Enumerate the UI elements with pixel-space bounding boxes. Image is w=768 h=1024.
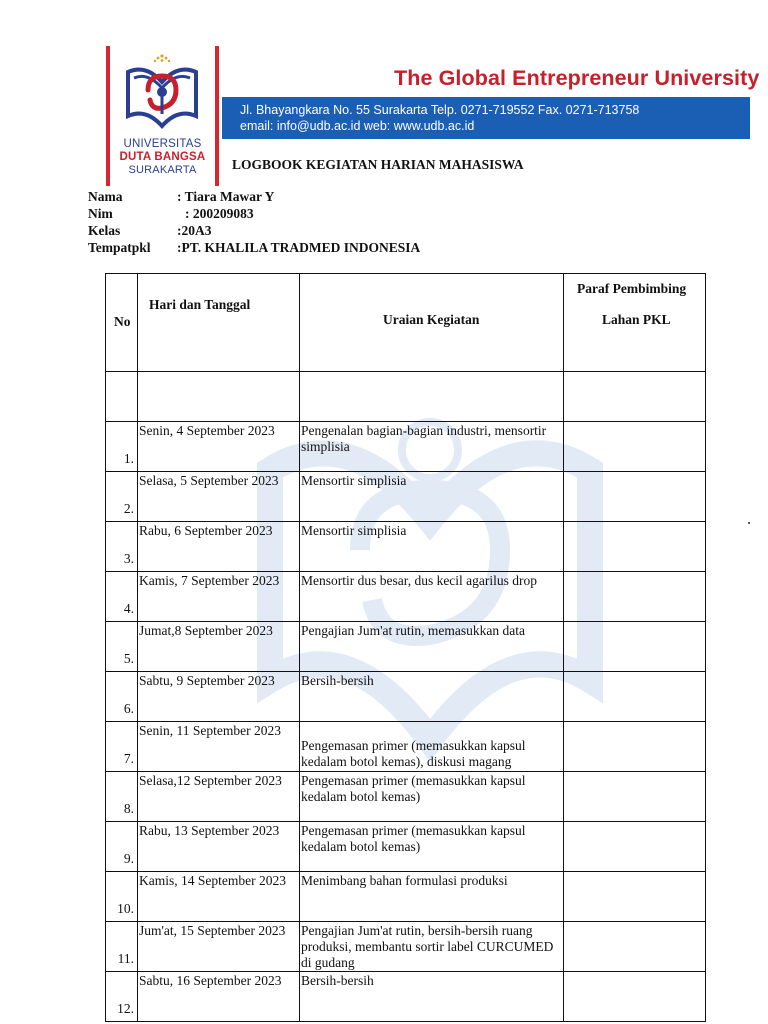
cell-no	[106, 572, 138, 622]
table-row	[106, 672, 706, 722]
cell-no	[106, 472, 138, 522]
row-number: 11.	[117, 951, 134, 966]
field-value-tempatpkl: :PT. KHALILA TRADMED INDONESIA	[177, 240, 421, 255]
cell-activity	[300, 672, 564, 722]
cell-date	[138, 922, 300, 972]
row-activity: Pengemasan primer (memasukkan kapsul kedalam botol kemas), diskusi magang	[301, 738, 526, 769]
field-label-nim: Nim	[88, 206, 113, 221]
row-date: Selasa, 5 September 2023	[139, 473, 279, 488]
header-paraf	[564, 274, 706, 372]
cell-activity	[300, 422, 564, 472]
table-row	[106, 922, 706, 972]
row-number: 5.	[123, 651, 134, 666]
table-row	[106, 772, 706, 822]
row-activity: Mensortir dus besar, dus kecil agarilus drop	[301, 573, 538, 588]
row-number: 7.	[123, 751, 134, 766]
table-row	[106, 972, 706, 1022]
row-date: Kamis, 7 September 2023	[139, 573, 280, 588]
brand-title: The Global Entrepreneur University	[394, 66, 760, 90]
row-activity: Mensortir simplisia	[301, 523, 407, 538]
row-activity: Pengenalan bagian-bagian industri, mensortir simplisia	[301, 423, 547, 454]
cell-activity	[300, 822, 564, 872]
cell-paraf[interactable]	[564, 972, 706, 1022]
cell-paraf[interactable]	[564, 672, 706, 722]
scan-speck	[748, 522, 750, 524]
row-date: Selasa,12 September 2023	[139, 773, 282, 788]
table-row	[106, 722, 706, 772]
header-no-label: No	[114, 314, 131, 329]
header-no	[106, 274, 138, 372]
cell-no	[106, 922, 138, 972]
cell-paraf[interactable]	[564, 572, 706, 622]
row-activity: Mensortir simplisia	[301, 473, 407, 488]
table-row	[106, 572, 706, 622]
cell-paraf[interactable]	[564, 522, 706, 572]
cell-no	[106, 672, 138, 722]
row-activity: Menimbang bahan formulasi produksi	[301, 873, 508, 888]
cell-no	[106, 622, 138, 672]
row-number: 3.	[123, 551, 134, 566]
cell-no	[106, 522, 138, 572]
cell-activity	[300, 722, 564, 772]
field-value-kelas: :20A3	[177, 223, 212, 238]
table-row	[106, 522, 706, 572]
table-header-row	[106, 274, 706, 372]
cell-paraf[interactable]	[564, 772, 706, 822]
row-date: Senin, 11 September 2023	[139, 723, 281, 738]
cell-activity	[300, 972, 564, 1022]
cell-no	[106, 722, 138, 772]
cell-no	[106, 822, 138, 872]
cell-no	[106, 972, 138, 1022]
header-date	[138, 274, 300, 372]
logbook-table	[105, 273, 706, 1022]
cell-activity	[300, 472, 564, 522]
field-value-nim: : 200209083	[185, 206, 254, 221]
cell-date	[138, 672, 300, 722]
row-activity: Pengajian Jum'at rutin, bersih-bersih ruang produksi, membantu sortir label CURCUMED di gudang	[301, 923, 554, 970]
row-number: 9.	[123, 851, 134, 866]
cell-paraf[interactable]	[564, 622, 706, 672]
cell-activity	[300, 922, 564, 972]
field-value-nama: : Tiara Mawar Y	[177, 189, 275, 204]
cell-paraf[interactable]	[564, 722, 706, 772]
cell-date	[138, 772, 300, 822]
table-row	[106, 472, 706, 522]
row-activity: Pengemasan primer (memasukkan kapsul kedalam botol kemas)	[301, 823, 526, 854]
row-activity: Pengemasan primer (memasukkan kapsul kedalam botol kemas)	[301, 773, 526, 804]
cell-activity	[300, 522, 564, 572]
row-number: 2.	[123, 501, 134, 516]
cell-no	[106, 872, 138, 922]
university-logo	[110, 48, 215, 183]
field-label-kelas: Kelas	[88, 223, 121, 238]
udb-emblem-icon	[122, 52, 202, 136]
row-number: 1.	[123, 451, 134, 466]
field-label-tempatpkl: Tempatpkl	[88, 240, 151, 255]
table-row	[106, 822, 706, 872]
cell-date	[138, 472, 300, 522]
cell-date	[138, 572, 300, 622]
contact-band	[222, 97, 750, 139]
header-activity	[300, 274, 564, 372]
row-number: 6.	[123, 701, 134, 716]
table-spacer-row	[106, 372, 706, 422]
header-paraf-line2: Lahan PKL	[602, 312, 671, 327]
letterhead-right-stripe	[215, 46, 219, 186]
cell-paraf[interactable]	[564, 872, 706, 922]
cell-paraf[interactable]	[564, 922, 706, 972]
table-row	[106, 872, 706, 922]
address-line: Jl. Bhayangkara No. 55 Surakarta Telp. 0271-719552 Fax. 0271-713758	[240, 103, 640, 117]
field-label-nama: Nama	[88, 189, 123, 204]
row-number: 4.	[123, 601, 134, 616]
row-date: Rabu, 6 September 2023	[139, 523, 273, 538]
row-number: 12.	[117, 1001, 134, 1016]
table-row	[106, 622, 706, 672]
cell-paraf[interactable]	[564, 822, 706, 872]
cell-date	[138, 622, 300, 672]
row-activity: Bersih-bersih	[301, 673, 374, 688]
cell-date	[138, 422, 300, 472]
document-title: LOGBOOK KEGIATAN HARIAN MAHASISWA	[232, 157, 524, 172]
cell-date	[138, 822, 300, 872]
university-name-line2: DUTA BANGSA	[119, 151, 206, 163]
header-activity-label: Uraian Kegiatan	[383, 312, 480, 327]
cell-activity	[300, 872, 564, 922]
header-date-label: Hari dan Tanggal	[149, 297, 251, 312]
cell-paraf[interactable]	[564, 422, 706, 472]
row-date: Jumat,8 September 2023	[139, 623, 273, 638]
contact-line: email: info@udb.ac.id web: www.udb.ac.id	[240, 119, 475, 133]
row-date: Sabtu, 9 September 2023	[139, 673, 275, 688]
row-number: 8.	[123, 801, 134, 816]
table-row	[106, 422, 706, 472]
cell-activity	[300, 572, 564, 622]
row-activity: Bersih-bersih	[301, 973, 374, 988]
cell-no	[106, 772, 138, 822]
university-name-line1: UNIVERSITAS	[123, 138, 202, 150]
cell-date	[138, 522, 300, 572]
cell-no	[106, 422, 138, 472]
row-date: Jum'at, 15 September 2023	[139, 923, 286, 938]
row-number: 10.	[117, 901, 134, 916]
cell-paraf[interactable]	[564, 472, 706, 522]
row-activity: Pengajian Jum'at rutin, memasukkan data	[301, 623, 526, 638]
header-paraf-line1: Paraf Pembimbing	[577, 281, 687, 296]
row-date: Rabu, 13 September 2023	[139, 823, 280, 838]
cell-activity	[300, 622, 564, 672]
cell-date	[138, 872, 300, 922]
row-date: Senin, 4 September 2023	[139, 423, 275, 438]
cell-date	[138, 722, 300, 772]
cell-date	[138, 972, 300, 1022]
row-date: Kamis, 14 September 2023	[139, 873, 286, 888]
cell-activity	[300, 772, 564, 822]
university-name-line3: SURAKARTA	[128, 164, 197, 176]
row-date: Sabtu, 16 September 2023	[139, 973, 282, 988]
